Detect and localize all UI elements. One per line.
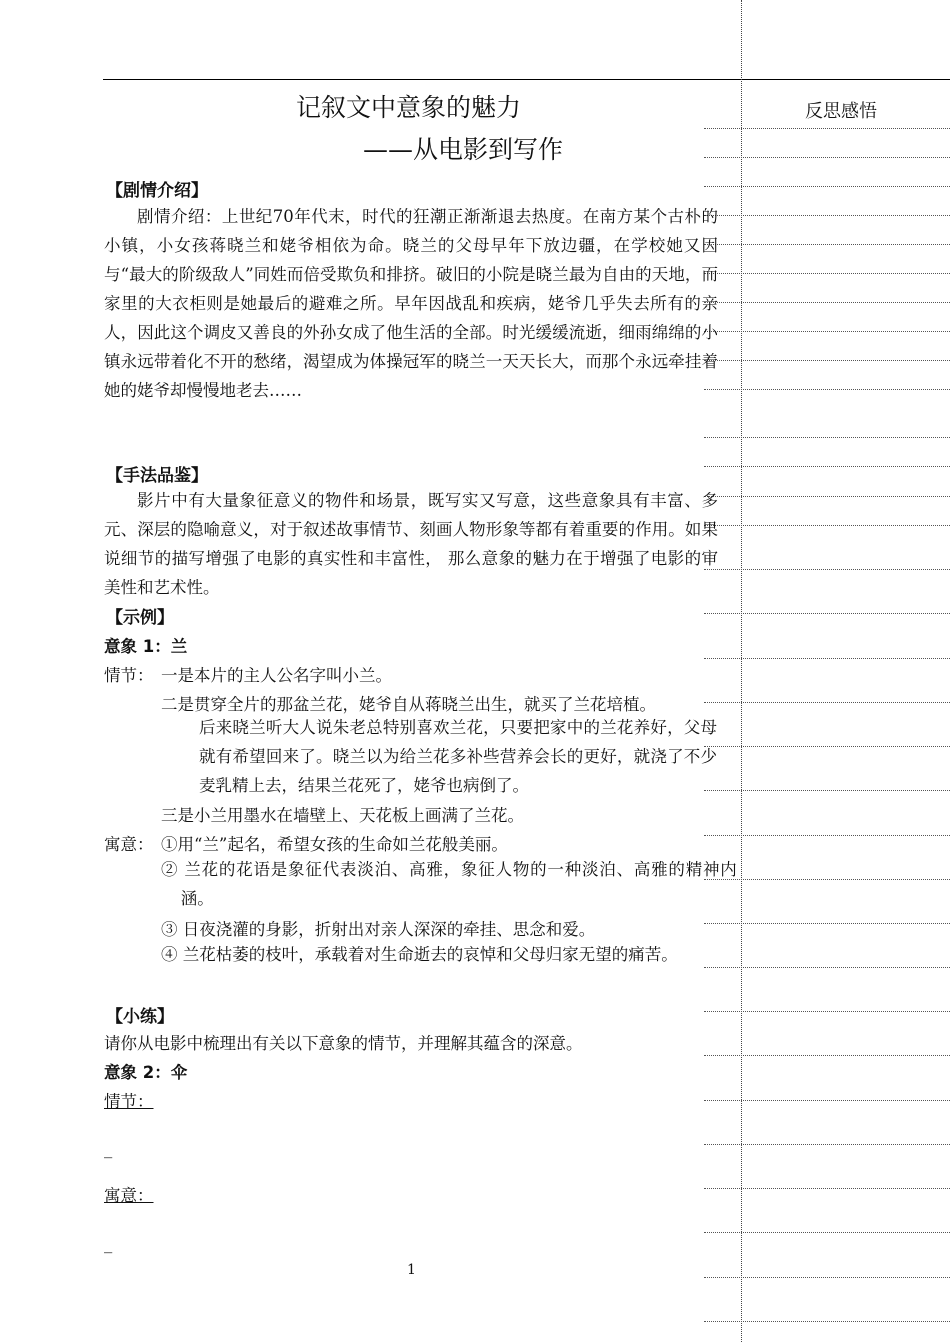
example-plot-1: 一是本片的主人公名字叫小兰。 [161, 666, 392, 685]
practice-meaning-blank[interactable]: _ [104, 1234, 113, 1253]
page-number: 1 [407, 1262, 416, 1278]
practice-plot-blank[interactable]: _ [104, 1139, 113, 1158]
example-plot-2: 二是贯穿全片的那盆兰花，姥爷自从蒋晓兰出生，就买了兰花培植。 [161, 695, 656, 714]
example-meaning-4: ④ 兰花枯萎的枝叶，承载着对生命逝去的哀悼和父母归家无望的痛苦。 [161, 945, 678, 964]
top-rule [103, 79, 950, 80]
example-image-title: 意象 1：兰 [104, 637, 188, 656]
margin-divider [741, 0, 742, 1342]
plot-paragraph: 剧情介绍：上世纪70年代末，时代的狂潮正渐渐退去热度。在南方某个古朴的小镇，小女孩蒋晓兰和姥爷相依为命。晓兰的父母早年下放边疆，在学校她又因与“最大的阶级敌人”同姓而倍受欺负和排挤。破旧的小院是晓兰最为自由的天地，而家里的大衣柜则是她最后的避难之所。早年因战乱和疾病，姥爷几乎失去所有的亲人，因此这个调皮又善良的外孙女成了他生活的全部。时光缓缓流逝，细雨绵绵的小镇永远带着化不开的愁绪，渴望成为体操冠军的晓兰一天天长大，而那个永远牵挂着她的姥爷却慢慢地老去…… [104, 207, 718, 400]
example-heading: 【示例】 [106, 608, 174, 628]
side-column-title: 反思感悟 [805, 101, 877, 122]
plot-heading: 【剧情介绍】 [106, 181, 208, 201]
practice-instruction: 请你从电影中梳理出有关以下意象的情节，并理解其蕴含的深意。 [104, 1034, 583, 1053]
technique-paragraph: 影片中有大量象征意义的物件和场景，既写实又写意，这些意象具有丰富、多元、深层的隐喻意义，对于叙述故事情节、刻画人物形象等都有着重要的作用。如果说细节的描写增强了电影的真实性和丰富性， 那么意象的魅力在于增强了电影的审美性和艺术性。 [104, 491, 718, 597]
example-plot-2-continued: 后来晓兰听大人说朱老总特别喜欢兰花，只要把家中的兰花养好，父母就有希望回来了。晓兰以为给兰花多补些营养会长的更好，就浇了不少麦乳精上去，结果兰花死了，姥爷也病倒了。 [199, 718, 717, 795]
example-meaning-3: ③ 日夜浇灌的身影，折射出对亲人深深的牵挂、思念和爱。 [161, 920, 596, 939]
practice-plot-label: 情节： [104, 1092, 154, 1111]
technique-heading: 【手法品鉴】 [106, 466, 208, 486]
example-plot-label: 情节： [104, 666, 154, 685]
example-meaning-2: ② 兰花的花语是象征代表淡泊、高雅，象征人物的一种淡泊、高雅的精神内涵。 [161, 860, 737, 908]
practice-heading: 【小练】 [106, 1007, 174, 1027]
practice-meaning-label: 寓意： [104, 1186, 154, 1205]
practice-image-title: 意象 2：伞 [104, 1063, 188, 1082]
example-plot-3: 三是小兰用墨水在墙壁上、天花板上画满了兰花。 [161, 806, 524, 825]
example-meaning-label: 寓意： [104, 835, 154, 854]
page-title: 记叙文中意象的魅力 [296, 93, 522, 122]
example-meaning-1: ①用“兰”起名，希望女孩的生命如兰花般美丽。 [161, 835, 508, 854]
page-subtitle: ——从电影到写作 [363, 135, 564, 164]
